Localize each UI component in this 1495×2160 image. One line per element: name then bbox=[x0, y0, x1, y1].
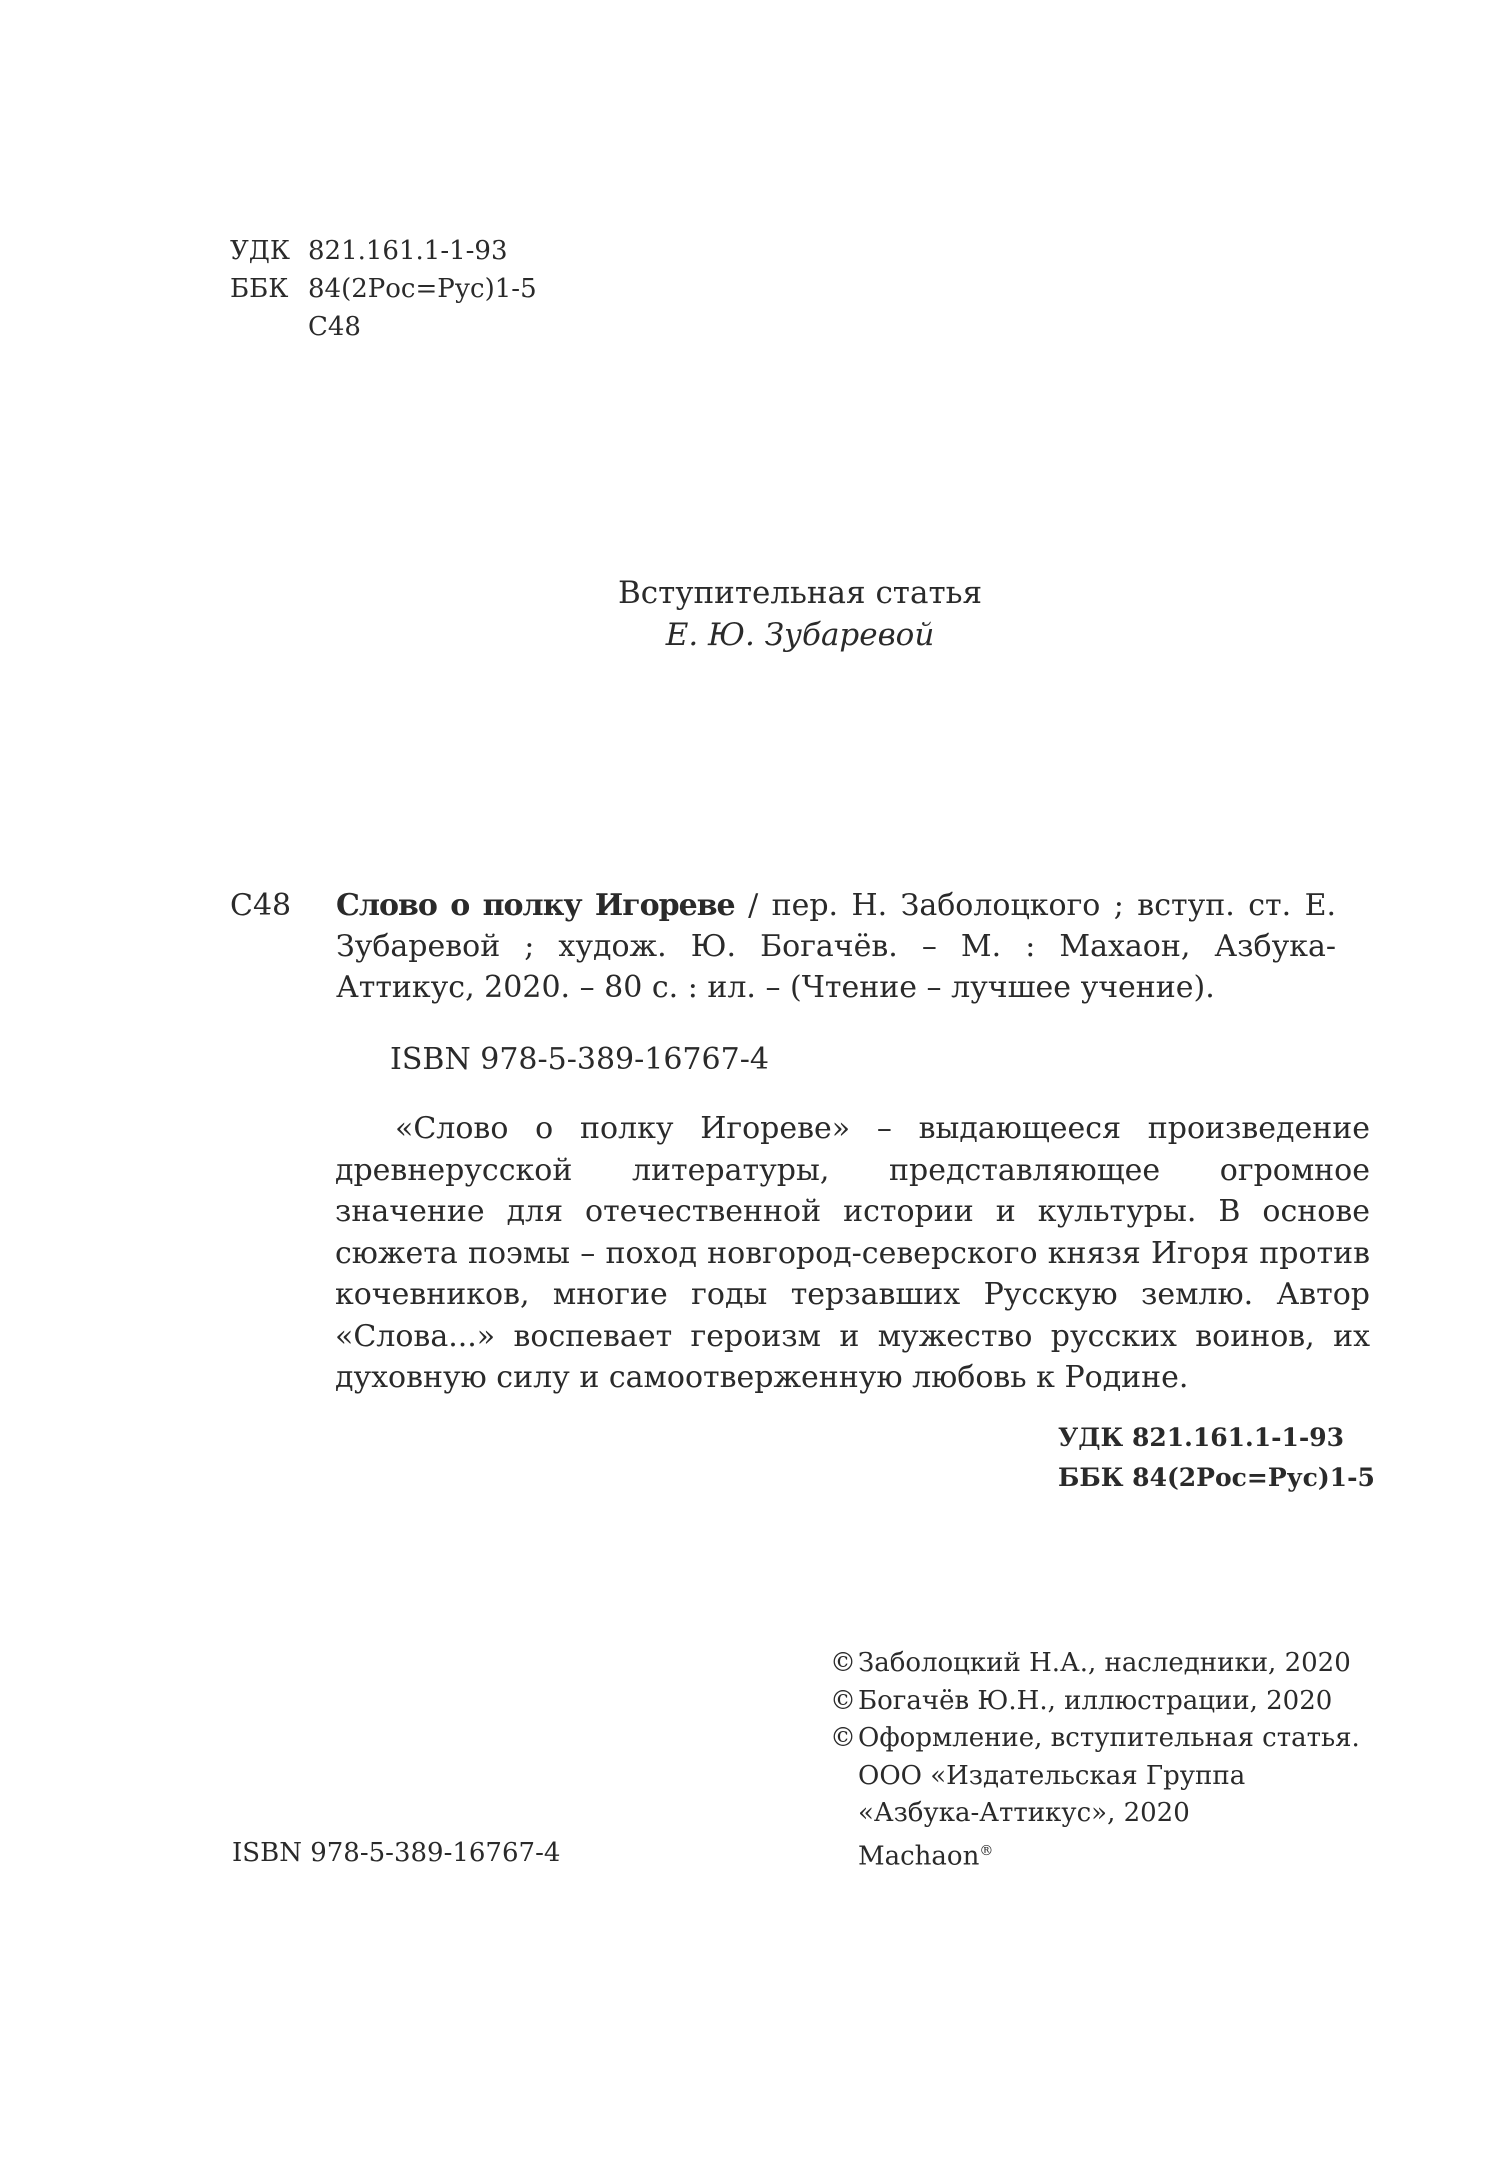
copyright-line bbox=[830, 1645, 1360, 1683]
classification-block-top bbox=[230, 232, 537, 346]
isbn-record: ISBN 978-5-389-16767-4 bbox=[390, 1042, 769, 1077]
copyright-line bbox=[830, 1720, 1360, 1758]
intro-credit bbox=[0, 572, 1495, 656]
copyright-text: Заболоцкий Н.А., наследники, 2020 bbox=[858, 1648, 1351, 1678]
copyright-icon: © bbox=[830, 1648, 856, 1678]
annotation bbox=[335, 1108, 1370, 1399]
copyright-block bbox=[830, 1645, 1360, 1876]
copyright-text: Оформление, вступительная статья. bbox=[858, 1723, 1360, 1753]
udk-label: УДК bbox=[230, 236, 291, 266]
udk-value: 821.161.1-1-93 bbox=[308, 236, 508, 266]
biblio-author-mark: С48 bbox=[230, 888, 292, 923]
bbk-row bbox=[230, 270, 537, 308]
publisher-line: ООО «Издательская Группа bbox=[858, 1760, 1246, 1791]
intro-author: Е. Ю. Зубаревой bbox=[665, 617, 935, 653]
udk-bold: УДК 821.161.1-1-93 bbox=[1058, 1423, 1345, 1452]
isbn-bottom: ISBN 978-5-389-16767-4 bbox=[232, 1838, 561, 1868]
brand-line bbox=[830, 1833, 1360, 1876]
copyright-text: Богачёв Ю.Н., иллюстрации, 2020 bbox=[858, 1685, 1333, 1716]
bbk-value: 84(2Рос=Рус)1-5 bbox=[308, 274, 537, 304]
bbk-label: ББК bbox=[230, 274, 289, 304]
intro-label: Вступительная статья bbox=[617, 575, 983, 611]
author-mark: С48 bbox=[308, 312, 361, 342]
book-title: Слово о полку Игореве bbox=[336, 888, 735, 923]
publisher-line: «Азбука-Аттикус», 2020 bbox=[858, 1798, 1190, 1828]
bbk-bold: ББК 84(2Рос=Рус)1-5 bbox=[1058, 1463, 1375, 1492]
copyright-icon: © bbox=[830, 1685, 856, 1716]
bibliographic-record bbox=[230, 885, 1380, 1008]
copyright-line bbox=[830, 1683, 1360, 1721]
biblio-details: / пер. Н. Заболоцкого ; вступ. ст. Е. Зубаревой ; худож. Ю. Богачёв. – М. : Махаон, Азбука-Аттикус, 2020. – 80 с. : ил. – (Чтение – лучшее учение). bbox=[336, 888, 1336, 1005]
brand-name: Machaon bbox=[858, 1841, 980, 1872]
biblio-description bbox=[336, 885, 1336, 1008]
classification-block-bottom bbox=[1058, 1418, 1375, 1498]
annotation-text: «Слово о полку Игореве» – выдающееся произведение древнерусской литературы, представляющее огромное значение для отечественной истории и культуры. В основе сюжета поэмы – поход новгород-северского князя Игоря против кочевников, многие годы терзавших Русскую землю. Автор «Слова...» воспевает героизм и мужество русских воинов, их духовную силу и самоотверженную любовь к Родине. bbox=[335, 1111, 1370, 1395]
copyright-icon: © bbox=[830, 1723, 856, 1753]
udk-row bbox=[230, 232, 537, 270]
registered-icon: ® bbox=[979, 1842, 994, 1859]
